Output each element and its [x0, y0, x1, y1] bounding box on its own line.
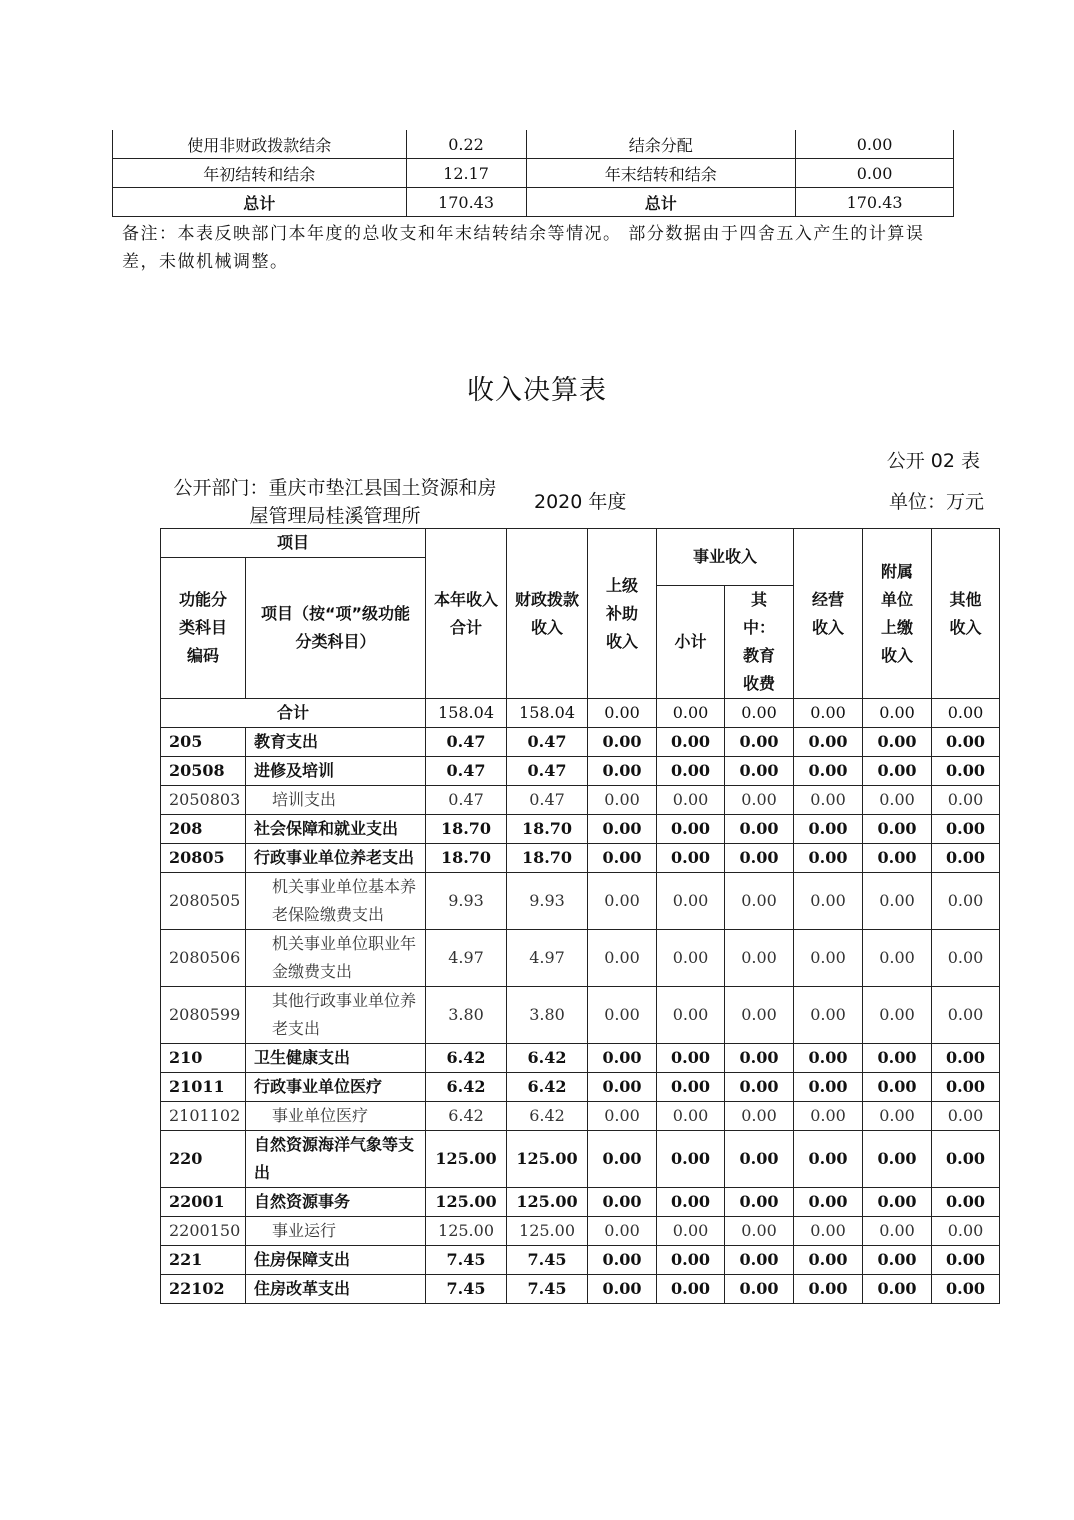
row-value: 0.00 — [863, 728, 932, 757]
row-value: 7.45 — [507, 1275, 588, 1304]
row-value: 0.00 — [794, 873, 863, 930]
row-value: 125.00 — [507, 1217, 588, 1246]
left-value: 170.43 — [406, 188, 526, 217]
row-value: 0.00 — [863, 873, 932, 930]
row-value: 0.00 — [725, 1246, 794, 1275]
row-value: 18.70 — [507, 815, 588, 844]
row-value: 0.00 — [725, 728, 794, 757]
row-code: 220 — [161, 1131, 246, 1188]
row-value: 0.00 — [588, 786, 657, 815]
row-value: 0.00 — [863, 1131, 932, 1188]
row-code: 20508 — [161, 757, 246, 786]
total-value: 0.00 — [794, 699, 863, 728]
right-label: 结余分配 — [526, 130, 796, 159]
row-value: 0.00 — [657, 930, 725, 987]
left-value: 12.17 — [406, 159, 526, 188]
summary-row — [113, 159, 954, 188]
row-value: 0.00 — [863, 786, 932, 815]
row-value: 0.47 — [507, 728, 588, 757]
header-edu: 其中：教育收费 — [725, 586, 794, 699]
header-code: 功能分类科目编码 — [161, 558, 246, 699]
row-value: 0.47 — [426, 757, 507, 786]
row-value: 0.00 — [657, 1131, 725, 1188]
row-value: 0.00 — [588, 987, 657, 1044]
row-value: 0.00 — [725, 930, 794, 987]
row-value: 0.00 — [794, 815, 863, 844]
row-value: 0.00 — [588, 728, 657, 757]
row-value: 0.00 — [863, 987, 932, 1044]
row-value: 0.00 — [794, 1217, 863, 1246]
row-value: 0.00 — [794, 757, 863, 786]
total-value: 0.00 — [588, 699, 657, 728]
row-value: 0.00 — [863, 1073, 932, 1102]
row-value: 0.00 — [725, 1217, 794, 1246]
row-code: 2080599 — [161, 987, 246, 1044]
table-row — [161, 1131, 1000, 1188]
header-operating: 经营收入 — [794, 529, 863, 699]
row-value: 0.00 — [657, 987, 725, 1044]
row-value: 0.00 — [588, 1246, 657, 1275]
row-value: 125.00 — [507, 1188, 588, 1217]
row-value: 0.00 — [932, 873, 1000, 930]
row-value: 6.42 — [507, 1044, 588, 1073]
left-label: 年初结转和结余 — [113, 159, 407, 188]
total-value: 0.00 — [725, 699, 794, 728]
unit-label: 单位：万元 — [888, 491, 984, 513]
table-row — [161, 1275, 1000, 1304]
table-note: 备注：本表反映部门本年度的总收支和年末结转结余等情况。 部分数据由于四舍五入产生的计算误差，未做机械调整。 — [122, 224, 925, 272]
row-value: 0.00 — [863, 815, 932, 844]
row-name: 自然资源海洋气象等支出 — [246, 1131, 426, 1188]
row-value: 0.47 — [426, 786, 507, 815]
header-total: 本年收入合计 — [426, 529, 507, 699]
row-value: 0.00 — [725, 1044, 794, 1073]
right-label: 总计 — [526, 188, 796, 217]
row-value: 0.00 — [588, 1073, 657, 1102]
table-row — [161, 1102, 1000, 1131]
row-value: 0.00 — [725, 1073, 794, 1102]
table-number: 公开 02 表 — [886, 450, 980, 472]
row-value: 0.00 — [932, 1131, 1000, 1188]
row-value: 0.00 — [725, 815, 794, 844]
row-value: 0.00 — [725, 987, 794, 1044]
header-other: 其他收入 — [932, 529, 1000, 699]
row-value: 0.00 — [932, 815, 1000, 844]
total-value: 0.00 — [863, 699, 932, 728]
row-value: 0.00 — [725, 757, 794, 786]
row-value: 0.00 — [863, 1044, 932, 1073]
row-value: 0.00 — [657, 1073, 725, 1102]
row-value: 0.00 — [588, 757, 657, 786]
row-code: 22001 — [161, 1188, 246, 1217]
row-value: 0.00 — [794, 728, 863, 757]
row-value: 125.00 — [426, 1217, 507, 1246]
row-value: 0.00 — [588, 1217, 657, 1246]
row-value: 0.00 — [657, 1188, 725, 1217]
row-value: 6.42 — [426, 1044, 507, 1073]
row-value: 7.45 — [507, 1246, 588, 1275]
row-name: 行政事业单位医疗 — [246, 1073, 426, 1102]
row-code: 2080506 — [161, 930, 246, 987]
row-value: 6.42 — [507, 1102, 588, 1131]
summary-table-continuation — [112, 130, 954, 217]
row-value: 0.00 — [794, 1131, 863, 1188]
row-value: 0.00 — [588, 1275, 657, 1304]
row-value: 0.00 — [657, 844, 725, 873]
total-value: 158.04 — [507, 699, 588, 728]
row-value: 3.80 — [507, 987, 588, 1044]
summary-row — [113, 130, 954, 159]
row-value: 0.00 — [588, 1131, 657, 1188]
row-name: 自然资源事务 — [246, 1188, 426, 1217]
row-value: 0.00 — [657, 1217, 725, 1246]
row-value: 0.00 — [725, 786, 794, 815]
row-value: 0.00 — [932, 987, 1000, 1044]
row-value: 0.00 — [588, 844, 657, 873]
header-fiscal: 财政拨款收入 — [507, 529, 588, 699]
table-row — [161, 1188, 1000, 1217]
row-value: 0.00 — [794, 987, 863, 1044]
header-business: 事业收入 — [657, 529, 794, 586]
row-value: 9.93 — [507, 873, 588, 930]
summary-row — [113, 188, 954, 217]
row-name: 住房保障支出 — [246, 1246, 426, 1275]
header-item: 项目 — [161, 529, 426, 558]
row-name: 机关事业单位基本养老保险缴费支出 — [246, 873, 426, 930]
row-value: 0.00 — [863, 1275, 932, 1304]
row-value: 0.00 — [794, 786, 863, 815]
row-code: 2200150 — [161, 1217, 246, 1246]
row-code: 221 — [161, 1246, 246, 1275]
row-value: 0.00 — [863, 930, 932, 987]
table-row — [161, 728, 1000, 757]
row-value: 0.00 — [588, 1102, 657, 1131]
row-name: 事业运行 — [246, 1217, 426, 1246]
row-value: 0.00 — [725, 873, 794, 930]
row-value: 0.00 — [932, 728, 1000, 757]
department-label: 公开部门：重庆市垫江县国土资源和房屋管理局桂溪管理所 — [173, 477, 497, 527]
row-value: 0.00 — [725, 1188, 794, 1217]
row-code: 210 — [161, 1044, 246, 1073]
total-value: 0.00 — [932, 699, 1000, 728]
row-value: 0.00 — [588, 1044, 657, 1073]
table-row — [161, 786, 1000, 815]
row-value: 0.00 — [657, 815, 725, 844]
row-value: 4.97 — [426, 930, 507, 987]
row-value: 0.00 — [657, 1246, 725, 1275]
row-value: 0.00 — [725, 844, 794, 873]
row-code: 2050803 — [161, 786, 246, 815]
row-value: 0.00 — [863, 757, 932, 786]
row-name: 培训支出 — [246, 786, 426, 815]
row-name: 社会保障和就业支出 — [246, 815, 426, 844]
table-row — [161, 1044, 1000, 1073]
left-value: 0.22 — [406, 130, 526, 159]
row-value: 6.42 — [426, 1102, 507, 1131]
row-value: 0.00 — [657, 786, 725, 815]
row-code: 2080505 — [161, 873, 246, 930]
row-value: 4.97 — [507, 930, 588, 987]
row-value: 0.47 — [507, 786, 588, 815]
row-value: 0.00 — [588, 1188, 657, 1217]
row-value: 0.00 — [725, 1131, 794, 1188]
row-value: 0.00 — [932, 1044, 1000, 1073]
table-row — [161, 815, 1000, 844]
fiscal-year: 2020 年度 — [534, 491, 627, 513]
row-value: 7.45 — [426, 1246, 507, 1275]
row-value: 0.00 — [794, 930, 863, 987]
table-row — [161, 1073, 1000, 1102]
row-value: 0.00 — [863, 1246, 932, 1275]
row-value: 0.00 — [932, 1188, 1000, 1217]
row-value: 0.00 — [932, 844, 1000, 873]
left-label: 总计 — [113, 188, 407, 217]
row-value: 125.00 — [426, 1188, 507, 1217]
row-value: 0.00 — [588, 815, 657, 844]
table-row — [161, 844, 1000, 873]
row-value: 0.00 — [932, 930, 1000, 987]
table-row — [161, 1217, 1000, 1246]
row-code: 2101102 — [161, 1102, 246, 1131]
table-row — [161, 1246, 1000, 1275]
row-value: 0.00 — [863, 1217, 932, 1246]
row-value: 0.00 — [932, 1073, 1000, 1102]
row-value: 0.00 — [725, 1275, 794, 1304]
row-value: 125.00 — [426, 1131, 507, 1188]
row-code: 20805 — [161, 844, 246, 873]
row-value: 0.00 — [932, 1246, 1000, 1275]
row-code: 22102 — [161, 1275, 246, 1304]
right-label: 年末结转和结余 — [526, 159, 796, 188]
row-name: 机关事业单位职业年金缴费支出 — [246, 930, 426, 987]
right-value: 0.00 — [796, 159, 954, 188]
row-value: 0.00 — [863, 1102, 932, 1131]
total-value: 158.04 — [426, 699, 507, 728]
row-value: 7.45 — [426, 1275, 507, 1304]
total-value: 0.00 — [657, 699, 725, 728]
table-row — [161, 873, 1000, 930]
row-value: 0.00 — [794, 1044, 863, 1073]
table-row — [161, 987, 1000, 1044]
row-value: 0.00 — [794, 1188, 863, 1217]
row-name: 住房改革支出 — [246, 1275, 426, 1304]
row-code: 21011 — [161, 1073, 246, 1102]
row-value: 0.00 — [588, 930, 657, 987]
header-subtotal: 小计 — [657, 586, 725, 699]
table-row — [161, 930, 1000, 987]
row-value: 0.47 — [426, 728, 507, 757]
row-value: 0.00 — [657, 873, 725, 930]
row-value: 0.00 — [794, 1073, 863, 1102]
row-name: 行政事业单位养老支出 — [246, 844, 426, 873]
header-name: 项目（按“项”级功能分类科目） — [246, 558, 426, 699]
row-value: 0.00 — [794, 844, 863, 873]
row-name: 卫生健康支出 — [246, 1044, 426, 1073]
row-code: 208 — [161, 815, 246, 844]
row-name: 教育支出 — [246, 728, 426, 757]
row-value: 0.00 — [794, 1246, 863, 1275]
row-value: 0.00 — [657, 757, 725, 786]
total-label: 合计 — [161, 699, 426, 728]
row-value: 0.00 — [794, 1275, 863, 1304]
row-value: 0.00 — [932, 1102, 1000, 1131]
header-affiliate: 附属单位上缴收入 — [863, 529, 932, 699]
right-value: 170.43 — [796, 188, 954, 217]
row-value: 125.00 — [507, 1131, 588, 1188]
table-row — [161, 757, 1000, 786]
row-name: 其他行政事业单位养老支出 — [246, 987, 426, 1044]
row-value: 18.70 — [426, 815, 507, 844]
row-value: 0.00 — [657, 1044, 725, 1073]
row-value: 0.00 — [932, 757, 1000, 786]
row-value: 0.00 — [863, 844, 932, 873]
right-value: 0.00 — [796, 130, 954, 159]
row-value: 0.00 — [725, 1102, 794, 1131]
row-name: 进修及培训 — [246, 757, 426, 786]
row-value: 0.00 — [932, 1275, 1000, 1304]
page-title: 收入决算表 — [467, 375, 607, 406]
row-value: 18.70 — [507, 844, 588, 873]
row-code: 205 — [161, 728, 246, 757]
row-name: 事业单位医疗 — [246, 1102, 426, 1131]
row-value: 3.80 — [426, 987, 507, 1044]
row-value: 0.00 — [657, 1275, 725, 1304]
row-value: 9.93 — [426, 873, 507, 930]
row-value: 0.00 — [932, 1217, 1000, 1246]
row-value: 6.42 — [426, 1073, 507, 1102]
row-value: 0.00 — [657, 728, 725, 757]
income-table — [160, 528, 1000, 1304]
row-value: 0.00 — [657, 1102, 725, 1131]
row-value: 0.00 — [794, 1102, 863, 1131]
row-value: 0.00 — [863, 1188, 932, 1217]
left-label: 使用非财政拨款结余 — [113, 130, 407, 159]
row-value: 0.00 — [588, 873, 657, 930]
row-value: 0.47 — [507, 757, 588, 786]
header-superior: 上级补助收入 — [588, 529, 657, 699]
total-row — [161, 699, 1000, 728]
row-value: 0.00 — [932, 786, 1000, 815]
row-value: 18.70 — [426, 844, 507, 873]
row-value: 6.42 — [507, 1073, 588, 1102]
